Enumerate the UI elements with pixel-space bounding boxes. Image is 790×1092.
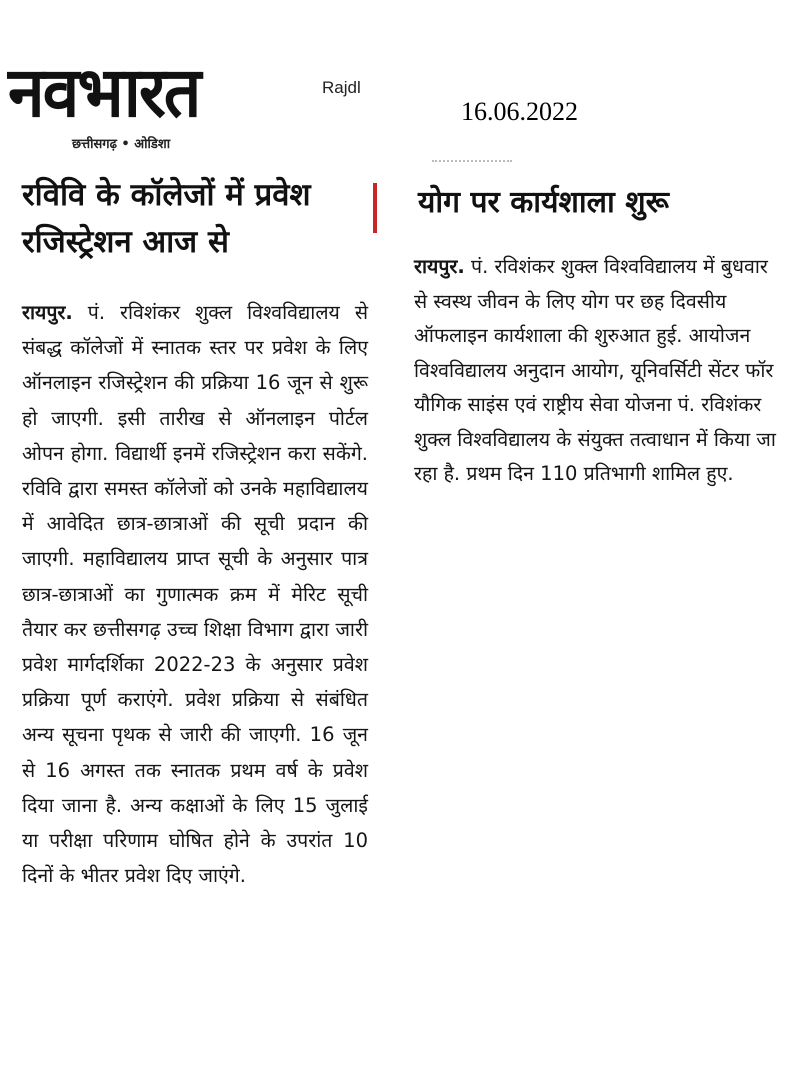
cutoff-text: Rajdl [322, 78, 361, 97]
story1-text: पं. रविशंकर शुक्ल विश्वविद्यालय से संबद्ध कॉलेजों में स्नातक स्तर पर प्रवेश के लिए ऑनलाइन रजिस्ट्रेशन की प्रक्रिया 16 जून से शुरू हो जाएगी. इसी तारीख से ऑनलाइन पोर्टल ओपन होगा. विद्यार्थी इनमें रजिस्ट्रेशन करा सकेंगे. रविवि द्वारा समस्त कॉलेजों को उनके महाविद्यालय में आवेदित छात्र-छात्राओं की सूची प्रदान की जाएगी. महाविद्यालय प्राप्त सूची के अनुसार पात्र छात्र-छात्राओं का गुणात्मक क्रम में मेरिट सूची तैयार कर छत्तीसगढ़ उच्च शिक्षा विभाग द्वारा जारी प्रवेश मार्गदर्शिका 2022-23 के अनुसार प्रवेश प्रक्रिया पूर्ण कराएंगे. प्रवेश प्रक्रिया से संबंधित अन्य सूचना पृथक से जारी की जाएगी. 16 जून से 16 अगस्त तक स्नातक प्रथम वर्ष के प्रवेश दिया जाना है. अन्य कक्षाओं के लिए 15 जुलाई या परीक्षा परिणाम घोषित होने के उपरांत 10 दिनों के भीतर प्रवेश दिए जाएंगे. [22, 301, 368, 888]
faint-divider [432, 160, 512, 165]
newspaper-masthead [8, 52, 298, 160]
story2-dateline: रायपुर. [414, 255, 465, 278]
edition-label: छत्तीसगढ़ • ओडिशा [72, 137, 171, 152]
clipping-date: 16.06.2022 [461, 97, 578, 126]
story1-body [22, 295, 368, 893]
story2-body [414, 250, 776, 492]
story1-headline: रविवि के कॉलेजों में प्रवेश रजिस्ट्रेशन आज से [22, 177, 311, 260]
column-divider [373, 183, 377, 233]
story2-headline: योग पर कार्यशाला शुरू [418, 185, 669, 220]
story2-text: पं. रविशंकर शुक्ल विश्वविद्यालय में बुधवार से स्वस्थ जीवन के लिए योग पर छह दिवसीय ऑफलाइन कार्यशाला की शुरुआत हुई. आयोजन विश्वविद्यालय अनुदान आयोग, यूनिवर्सिटी सेंटर फॉर यौगिक साइंस एवं राष्ट्रीय सेवा योजना पं. रविशंकर शुक्ल विश्वविद्यालय के संयुक्त तत्वाधान में किया जा रहा है. प्रथम दिन 110 प्रतिभागी शामिल हुए. [414, 255, 776, 485]
story1-dateline: रायपुर. [22, 301, 73, 324]
newspaper-logo: नवभारत [8, 52, 200, 133]
